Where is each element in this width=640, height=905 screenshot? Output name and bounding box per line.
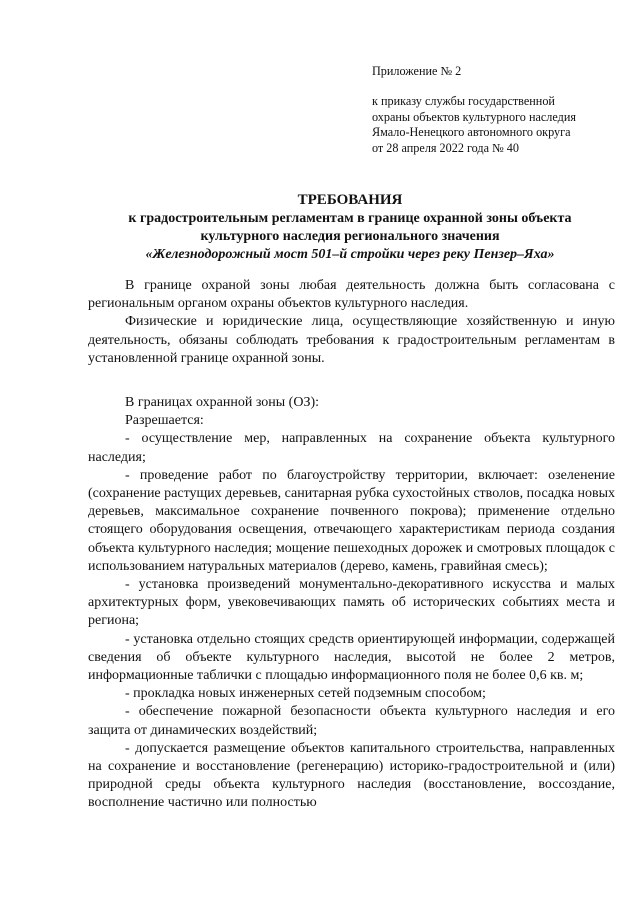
appendix-line: от 28 апреля 2022 года № 40 [372, 140, 519, 155]
document-body [88, 277, 615, 813]
title-line: к градостроительным регламентам в границе охранной зоны объекта [128, 211, 572, 226]
appendix-line: охраны объектов культурного наследия [372, 109, 576, 124]
list-item: - обеспечение пожарной безопасности объекта культурного наследия и его защита от динамических воздействий; [88, 704, 615, 738]
allowed-heading: Разрешается: [125, 413, 204, 429]
intro-paragraph: Физические и юридические лица, осуществляющие хозяйственную и иную деятельность, обязаны соблюдать требования к градостроительным регламентам в установленной границе охранной зоны. [88, 314, 615, 366]
title-line: культурного наследия регионального значения [200, 229, 500, 244]
appendix-block [372, 64, 632, 156]
appendix-line: к приказу службы государственной [372, 94, 555, 109]
list-item: - проведение работ по благоустройству территории, включает: озеленение (сохранение растущих деревьев, санитарная рубка сухостойных стволов, посадка новых деревьев, максимальное сохранение почвенного покрова); применение отдельно стоящего оборудования освещения, отвечающего характеристикам периода создания объекта культурного наследия; мощение пешеходных дорожек и смотровых площадок с использованием натуральных материалов (дерево, камень, гравийная смесь); [88, 467, 615, 574]
list-item: - установка произведений монументально-декоративного искусства и малых архитектурных форм, увековечивающих память об исторических событиях места и региона; [88, 577, 615, 629]
title-main: ТРЕБОВАНИЯ [297, 192, 403, 208]
appendix-line: Ямало-Ненецкого автономного округа [372, 125, 571, 140]
list-item: - установка отдельно стоящих средств ориентирующей информации, содержащей сведения об объекте культурного наследия, высотой не более 2 метров, информационные таблички с площадью информационного поля не более 0,6 кв. м; [88, 631, 615, 684]
list-item: - допускается размещение объектов капитального строительства, направленных на сохранение и восстановление (регенерацию) историко-градостроительной и (или) природной среды объекта культурного наследия (восстановление, воссоздание, восполнение частично или полностью [88, 740, 615, 811]
title-object-name: «Железнодорожный мост 501–й стройки через реку Пензер–Яха» [145, 247, 555, 262]
list-item: - осуществление мер, направленных на сохранение объекта культурного наследия; [88, 431, 615, 465]
appendix-number: Приложение № 2 [372, 64, 462, 78]
intro-paragraph: В границе охраной зоны любая деятельность должна быть согласована с региональным органом охраны объектов культурного наследия. [88, 278, 615, 312]
document-title [60, 191, 640, 264]
zone-heading: В границах охранной зоны (ОЗ): [125, 395, 320, 411]
list-item: - прокладка новых инженерных сетей подземным способом; [125, 686, 486, 702]
